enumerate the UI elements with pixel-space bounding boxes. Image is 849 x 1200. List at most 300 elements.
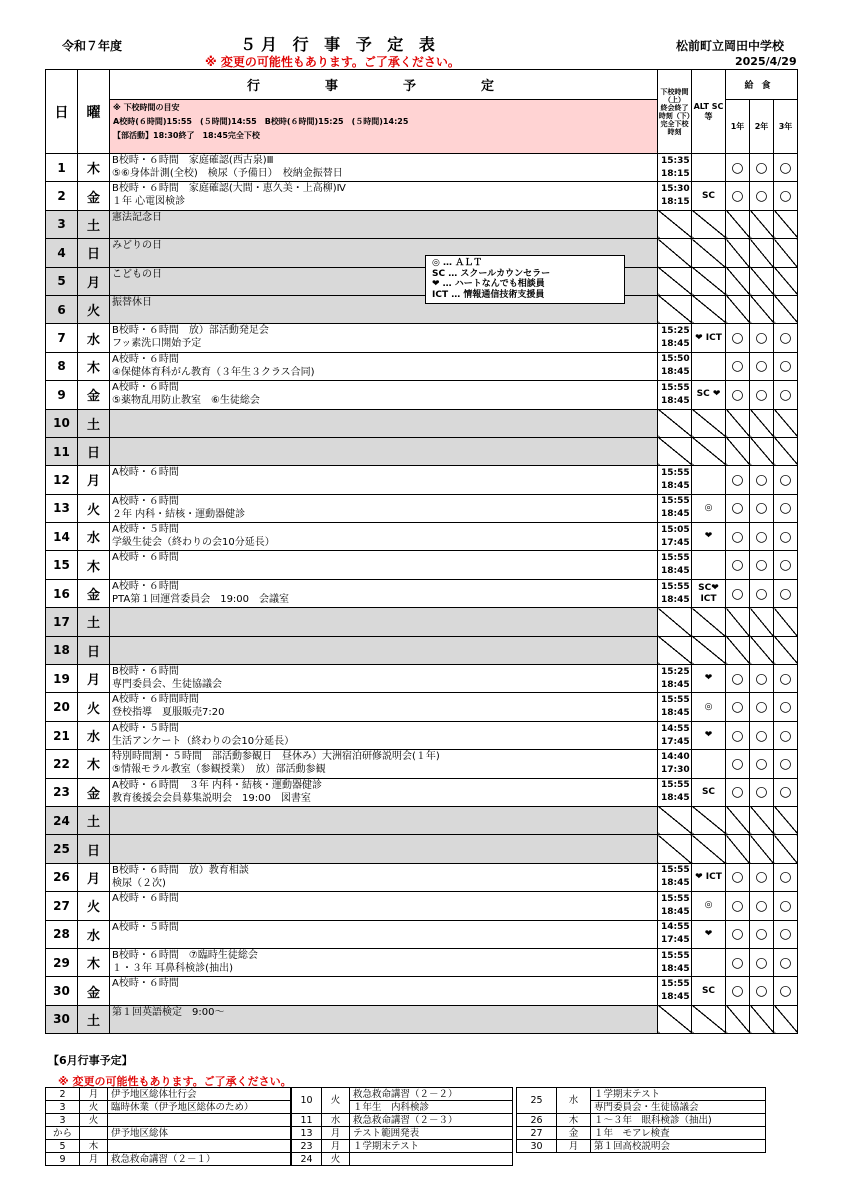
- day-number: 9: [46, 381, 78, 409]
- meal-mark: ○: [726, 466, 750, 494]
- day-number: 30: [46, 1005, 78, 1033]
- event-line-1: 特別時間割・５時間 部活動参観日 昼休み）大洲宿泊研修説明会(１年): [112, 751, 440, 763]
- meal-mark: ○: [750, 863, 774, 891]
- meal-mark: ○: [750, 324, 774, 352]
- meal-mark: ○: [750, 352, 774, 380]
- dismissal-time-top: 15:55: [661, 467, 690, 478]
- grade-3-header: 3年: [774, 100, 798, 154]
- meal-mark: ○: [726, 693, 750, 721]
- day-number: 14: [46, 523, 78, 551]
- meal-header: 給食: [726, 70, 798, 100]
- dismissal-time-top: 15:55: [661, 780, 690, 791]
- meal-empty: [774, 409, 798, 437]
- day-number: 26: [46, 863, 78, 891]
- change-notice: ※ 変更の可能性もあります。ご了承ください。: [205, 55, 460, 69]
- meal-mark: ○: [750, 381, 774, 409]
- grade-1-header: 1年: [726, 100, 750, 154]
- event-line-1: A校時・６時間: [112, 353, 179, 365]
- dismissal-time-bottom: 18:45: [661, 793, 690, 804]
- legend-item-sc: SC … スクールカウンセラー: [432, 268, 551, 279]
- dismissal-time-empty: [658, 437, 692, 465]
- meal-mark: ○: [750, 920, 774, 948]
- meal-mark: ○: [750, 977, 774, 1005]
- event-cell: [110, 835, 658, 863]
- alt-empty: [692, 210, 726, 238]
- meal-mark: ○: [750, 523, 774, 551]
- event-line-1: A校時・５時間: [112, 722, 179, 734]
- alt-sc-mark: [692, 948, 726, 976]
- day-row: [46, 210, 798, 238]
- event-line-2: 登校指導 夏服販売7:20: [112, 707, 225, 719]
- dismissal-time-bottom: 18:45: [661, 367, 690, 378]
- weekday: 火: [78, 693, 110, 721]
- alt-sc-mark: [692, 352, 726, 380]
- weekday-column-header: 曜: [78, 70, 110, 154]
- weekday: 金: [78, 977, 110, 1005]
- june-event: 伊予地区総体: [108, 1127, 291, 1140]
- meal-mark: ○: [726, 721, 750, 749]
- dismissal-time-top: 15:55: [661, 553, 690, 564]
- meal-mark: ○: [750, 778, 774, 806]
- june-day: 5: [46, 1140, 80, 1153]
- meal-mark: ○: [750, 154, 774, 182]
- dismissal-time-top: 15:50: [661, 354, 690, 365]
- day-row: [46, 437, 798, 465]
- day-row: [46, 295, 798, 323]
- meal-empty: [726, 210, 750, 238]
- june-event: １年 モアレ検査: [591, 1127, 766, 1140]
- june-row: [517, 1088, 766, 1101]
- meal-mark: ○: [750, 948, 774, 976]
- day-row: [46, 239, 798, 267]
- june-event: １学期末テスト: [591, 1088, 766, 1101]
- dismissal-time-bottom: 18:45: [661, 708, 690, 719]
- event-line-2: 生活アンケート（終わりの会10分延長）: [112, 735, 295, 747]
- dismissal-time: [658, 721, 692, 749]
- alt-empty: [692, 437, 726, 465]
- legend-box: [425, 255, 625, 304]
- day-row: [46, 778, 798, 806]
- event-cell: [110, 494, 658, 522]
- meal-empty: [774, 210, 798, 238]
- day-number: 6: [46, 295, 78, 323]
- event-line-1: B校時・６時間 放）部活動発足会: [112, 325, 269, 337]
- dismissal-time-top: 15:35: [661, 155, 690, 166]
- event-cell: [110, 892, 658, 920]
- event-cell: [110, 324, 658, 352]
- day-row: [46, 665, 798, 693]
- meal-empty: [726, 1005, 750, 1033]
- day-row: [46, 693, 798, 721]
- event-cell: [110, 1005, 658, 1033]
- event-line-1: B校時・６時間 家庭確認(西古泉)Ⅲ: [112, 155, 274, 166]
- event-cell: [110, 806, 658, 834]
- meal-empty: [750, 835, 774, 863]
- dismissal-top-label: 下校時間（上）: [660, 87, 689, 104]
- event-cell: [110, 182, 658, 210]
- alt-sc-mark: SC: [692, 182, 726, 210]
- meal-mark: ○: [726, 920, 750, 948]
- june-weekday: 水: [322, 1114, 350, 1127]
- alt-sc-mark: ❤: [692, 920, 726, 948]
- alt-empty: [692, 636, 726, 664]
- meal-mark: ○: [774, 494, 798, 522]
- day-number: 28: [46, 920, 78, 948]
- june-weekday: 木: [80, 1140, 108, 1153]
- june-weekday: 月: [322, 1127, 350, 1140]
- day-number: 24: [46, 806, 78, 834]
- june-event: 伊予地区総体壮行会: [108, 1088, 291, 1101]
- weekday: 金: [78, 182, 110, 210]
- dismissal-time-empty: [658, 835, 692, 863]
- day-row: [46, 466, 798, 494]
- meal-mark: ○: [726, 182, 750, 210]
- alt-sc-mark: ❤ ICT: [692, 863, 726, 891]
- legend-item-ict: ICT … 情報通信技術支援員: [432, 289, 545, 300]
- day-row: [46, 750, 798, 778]
- meal-empty: [726, 295, 750, 323]
- june-day: 25: [517, 1088, 557, 1114]
- event-cell: [110, 665, 658, 693]
- dismissal-time: [658, 693, 692, 721]
- event-line-2: PTA第１回運営委員会 19:00 会議室: [112, 593, 290, 605]
- event-cell: [110, 579, 658, 607]
- meal-mark: ○: [774, 778, 798, 806]
- june-change-notice: ※ 変更の可能性もあります。ご了承ください。: [58, 1075, 292, 1088]
- meal-empty: [774, 806, 798, 834]
- weekday: 水: [78, 523, 110, 551]
- meal-mark: ○: [750, 551, 774, 579]
- event-line-2: １年 心電図検診: [112, 196, 186, 208]
- dismissal-time-bottom: 18:45: [661, 594, 690, 605]
- alt-empty: [692, 806, 726, 834]
- meal-empty: [750, 608, 774, 636]
- event-cell: [110, 778, 658, 806]
- day-row: [46, 721, 798, 749]
- day-number: 4: [46, 239, 78, 267]
- dismissal-time: [658, 154, 692, 182]
- event-line-2: 専門委員会、生徒協議会: [112, 679, 222, 691]
- dismissal-time-top: 15:55: [661, 695, 690, 706]
- day-number: 12: [46, 466, 78, 494]
- meal-mark: ○: [750, 750, 774, 778]
- event-line-1: 第１回英語検定 9:00〜: [112, 1006, 225, 1018]
- dismissal-time-bottom: 17:45: [661, 935, 690, 946]
- day-row: [46, 920, 798, 948]
- event-cell: [110, 551, 658, 579]
- event-cell: [110, 523, 658, 551]
- day-number: 19: [46, 665, 78, 693]
- meal-mark: ○: [726, 665, 750, 693]
- june-weekday: 月: [322, 1140, 350, 1153]
- dismissal-time-bottom: 18:45: [661, 906, 690, 917]
- weekday: 土: [78, 608, 110, 636]
- dismissal-time: [658, 948, 692, 976]
- legend-item-alt: ◎ … ＡＬＴ: [432, 258, 483, 268]
- page-title: ５月 行 事 予 定 表: [240, 35, 440, 54]
- weekday: 土: [78, 806, 110, 834]
- june-weekday: [80, 1127, 108, 1140]
- weekday: 月: [78, 267, 110, 295]
- meal-empty: [774, 608, 798, 636]
- dismissal-time: [658, 750, 692, 778]
- meal-empty: [726, 409, 750, 437]
- alt-sc-mark: ❤ ICT: [692, 324, 726, 352]
- day-row: [46, 1005, 798, 1033]
- day-number: 10: [46, 409, 78, 437]
- june-event: [108, 1140, 291, 1153]
- event-cell: [110, 210, 658, 238]
- alt-empty: [692, 267, 726, 295]
- day-number: 29: [46, 948, 78, 976]
- day-row: [46, 579, 798, 607]
- alt-sc-header: ALT SC等: [692, 70, 726, 154]
- event-line-1: A校時・６時間 ３年 内科・結核・運動器健診: [112, 779, 323, 791]
- event-line-2: 教育後援会会員募集説明会 19:00 図書室: [112, 792, 311, 804]
- dismissal-time: [658, 579, 692, 607]
- event-cell: [110, 977, 658, 1005]
- guide-line-1: A校時(６時間)15:55 (５時間)14:55 B校時(６時間)15:25 (５時間)14:25: [113, 117, 409, 126]
- dismissal-time-empty: [658, 636, 692, 664]
- event-line-1: A校時・５時間: [112, 524, 179, 536]
- day-number: 21: [46, 721, 78, 749]
- meal-mark: ○: [750, 892, 774, 920]
- june-day: 23: [292, 1140, 322, 1153]
- june-day: 11: [292, 1114, 322, 1127]
- dismissal-time-bottom: 17:45: [661, 537, 690, 548]
- event-line-1: A校時・６時間時間: [112, 694, 199, 706]
- alt-empty: [692, 1005, 726, 1033]
- event-cell: [110, 466, 658, 494]
- meal-empty: [750, 437, 774, 465]
- june-section-title: 【6月行事予定】: [48, 1054, 133, 1067]
- dismissal-time-top: 15:25: [661, 326, 690, 337]
- event-line-2: ２年 内科・結核・運動器健診: [112, 508, 246, 520]
- meal-mark: ○: [774, 863, 798, 891]
- june-event: １学期末テスト: [350, 1140, 513, 1153]
- weekday: 木: [78, 750, 110, 778]
- event-line-2: ⑤情報モラル教室（参観授業） 放）部活動参観: [112, 764, 326, 776]
- dismissal-time-bottom: 18:45: [661, 878, 690, 889]
- event-line-1: A校時・６時間: [112, 893, 179, 905]
- weekday: 月: [78, 466, 110, 494]
- dismissal-time-top: 15:55: [661, 865, 690, 876]
- day-number: 13: [46, 494, 78, 522]
- day-row: [46, 381, 798, 409]
- grade-2-header: 2年: [750, 100, 774, 154]
- day-number: 22: [46, 750, 78, 778]
- meal-empty: [750, 636, 774, 664]
- dismissal-time: [658, 466, 692, 494]
- meal-mark: ○: [750, 579, 774, 607]
- june-day: 24: [292, 1153, 322, 1166]
- event-line-2: こどもの日: [112, 268, 162, 280]
- june-event: 第１回高校説明会: [591, 1140, 766, 1153]
- alt-sc-mark: SC: [692, 778, 726, 806]
- meal-mark: ○: [726, 551, 750, 579]
- weekday: 木: [78, 948, 110, 976]
- june-row: [517, 1140, 766, 1153]
- june-day: 13: [292, 1127, 322, 1140]
- meal-mark: ○: [774, 750, 798, 778]
- alt-sc-mark: ◎: [692, 693, 726, 721]
- meal-mark: ○: [774, 352, 798, 380]
- weekday: 日: [78, 437, 110, 465]
- event-cell: [110, 154, 658, 182]
- alt-sc-mark: ❤: [692, 665, 726, 693]
- june-row: [46, 1127, 291, 1140]
- dismissal-time-empty: [658, 239, 692, 267]
- dismissal-time: [658, 324, 692, 352]
- day-number: 27: [46, 892, 78, 920]
- dismissal-time-bottom: 17:30: [661, 764, 690, 775]
- day-row: [46, 352, 798, 380]
- meal-empty: [750, 409, 774, 437]
- event-cell: [110, 721, 658, 749]
- alt-sc-mark: SC ❤: [692, 381, 726, 409]
- event-line-1: A校時・６時間: [112, 552, 179, 564]
- day-column-header: 日: [46, 70, 78, 154]
- meal-mark: ○: [750, 466, 774, 494]
- june-row: [46, 1101, 291, 1114]
- june-event: [350, 1153, 513, 1166]
- june-day: 3: [46, 1101, 80, 1114]
- meal-mark: ○: [774, 579, 798, 607]
- legend-item-heart: ❤ … ハートなんでも相談員: [432, 279, 545, 289]
- meal-mark: ○: [750, 182, 774, 210]
- school-name: 松前町立岡田中学校: [676, 39, 785, 53]
- meal-mark: ○: [774, 920, 798, 948]
- day-number: 16: [46, 579, 78, 607]
- alt-sc-mark: [692, 466, 726, 494]
- dismissal-time-empty: [658, 295, 692, 323]
- dismissal-time-top: 14:40: [661, 751, 690, 762]
- event-line-2: フッ素洗口開始予定: [112, 338, 202, 350]
- june-day: 30: [517, 1140, 557, 1153]
- weekday: 月: [78, 863, 110, 891]
- june-day: 27: [517, 1127, 557, 1140]
- june-weekday: 火: [80, 1114, 108, 1127]
- dismissal-time-bottom: 18:15: [661, 168, 690, 179]
- day-number: 17: [46, 608, 78, 636]
- june-event: テスト範囲発表: [350, 1127, 513, 1140]
- alt-sc-mark: ❤: [692, 523, 726, 551]
- june-event: １年生 内科検診: [350, 1101, 513, 1114]
- guide-line-2: 【部活動】18:30終了 18:45完全下校: [113, 131, 260, 140]
- dismissal-time-top: 15:05: [661, 524, 690, 535]
- dismissal-time-bottom: 17:45: [661, 736, 690, 747]
- dismissal-time-empty: [658, 1005, 692, 1033]
- june-event: 救急救命講習（２－１）: [108, 1153, 291, 1166]
- dismissal-time-top: 14:55: [661, 922, 690, 933]
- june-day: 26: [517, 1114, 557, 1127]
- dismissal-time: [658, 352, 692, 380]
- weekday: 水: [78, 324, 110, 352]
- event-cell: [110, 608, 658, 636]
- meal-empty: [726, 608, 750, 636]
- dismissal-time-bottom: 18:45: [661, 963, 690, 974]
- meal-mark: ○: [774, 182, 798, 210]
- day-number: 2: [46, 182, 78, 210]
- june-weekday: 火: [322, 1088, 350, 1114]
- meal-mark: ○: [750, 721, 774, 749]
- june-row: [46, 1088, 291, 1101]
- dismissal-time-top: 15:25: [661, 666, 690, 677]
- june-table-2: [291, 1087, 513, 1166]
- weekday: 木: [78, 154, 110, 182]
- fiscal-year: 令和７年度: [62, 39, 123, 53]
- event-line-1: B校時・６時間: [112, 666, 179, 678]
- alt-empty: [692, 295, 726, 323]
- event-line-2: 検尿（２次): [112, 877, 166, 889]
- june-event: 臨時休業（伊予地区総体のため）: [108, 1101, 291, 1114]
- june-weekday: 木: [557, 1114, 591, 1127]
- day-row: [46, 977, 798, 1005]
- meal-mark: ○: [774, 381, 798, 409]
- weekday: 水: [78, 721, 110, 749]
- events-column-header: 行 事 予 定: [110, 70, 658, 100]
- weekday: 土: [78, 210, 110, 238]
- day-number: 5: [46, 267, 78, 295]
- meal-mark: ○: [726, 523, 750, 551]
- day-row: [46, 863, 798, 891]
- june-weekday: 月: [80, 1088, 108, 1101]
- june-weekday: 月: [80, 1153, 108, 1166]
- dismissal-time-empty: [658, 409, 692, 437]
- day-row: [46, 267, 798, 295]
- day-row: [46, 551, 798, 579]
- june-event: 救急救命講習（２－２）: [350, 1088, 513, 1101]
- event-cell: [110, 636, 658, 664]
- day-number: 11: [46, 437, 78, 465]
- dismissal-time-top: 15:55: [661, 950, 690, 961]
- event-cell: [110, 352, 658, 380]
- weekday: 木: [78, 352, 110, 380]
- weekday: 木: [78, 551, 110, 579]
- alt-empty: [692, 608, 726, 636]
- meal-mark: ○: [774, 693, 798, 721]
- alt-empty: [692, 239, 726, 267]
- alt-sc-mark: [692, 551, 726, 579]
- alt-sc-mark: ❤: [692, 721, 726, 749]
- meal-mark: ○: [726, 977, 750, 1005]
- meal-mark: ○: [726, 324, 750, 352]
- june-event: [108, 1114, 291, 1127]
- june-row: [292, 1153, 513, 1166]
- day-row: [46, 154, 798, 182]
- event-line-2: ④保健体育科がん教育（３年生３クラス合同): [112, 366, 315, 378]
- dismissal-time-bottom: 18:45: [661, 566, 690, 577]
- meal-mark: ○: [774, 523, 798, 551]
- weekday: 火: [78, 295, 110, 323]
- meal-empty: [774, 267, 798, 295]
- alt-sc-mark: ◎: [692, 892, 726, 920]
- june-row: [517, 1114, 766, 1127]
- day-number: 20: [46, 693, 78, 721]
- event-line-1: A校時・５時間: [112, 921, 179, 933]
- meal-mark: ○: [726, 863, 750, 891]
- weekday: 日: [78, 636, 110, 664]
- alt-empty: [692, 409, 726, 437]
- dismissal-time: [658, 551, 692, 579]
- weekday: 日: [78, 835, 110, 863]
- dismissal-time: [658, 863, 692, 891]
- day-row: [46, 948, 798, 976]
- dismissal-time-top: 15:30: [661, 184, 690, 195]
- june-event: 専門委員会・生徒協議会: [591, 1101, 766, 1114]
- dismissal-bottom-label: 終会終了時刻（下）完全下校時刻: [658, 103, 691, 136]
- meal-empty: [726, 267, 750, 295]
